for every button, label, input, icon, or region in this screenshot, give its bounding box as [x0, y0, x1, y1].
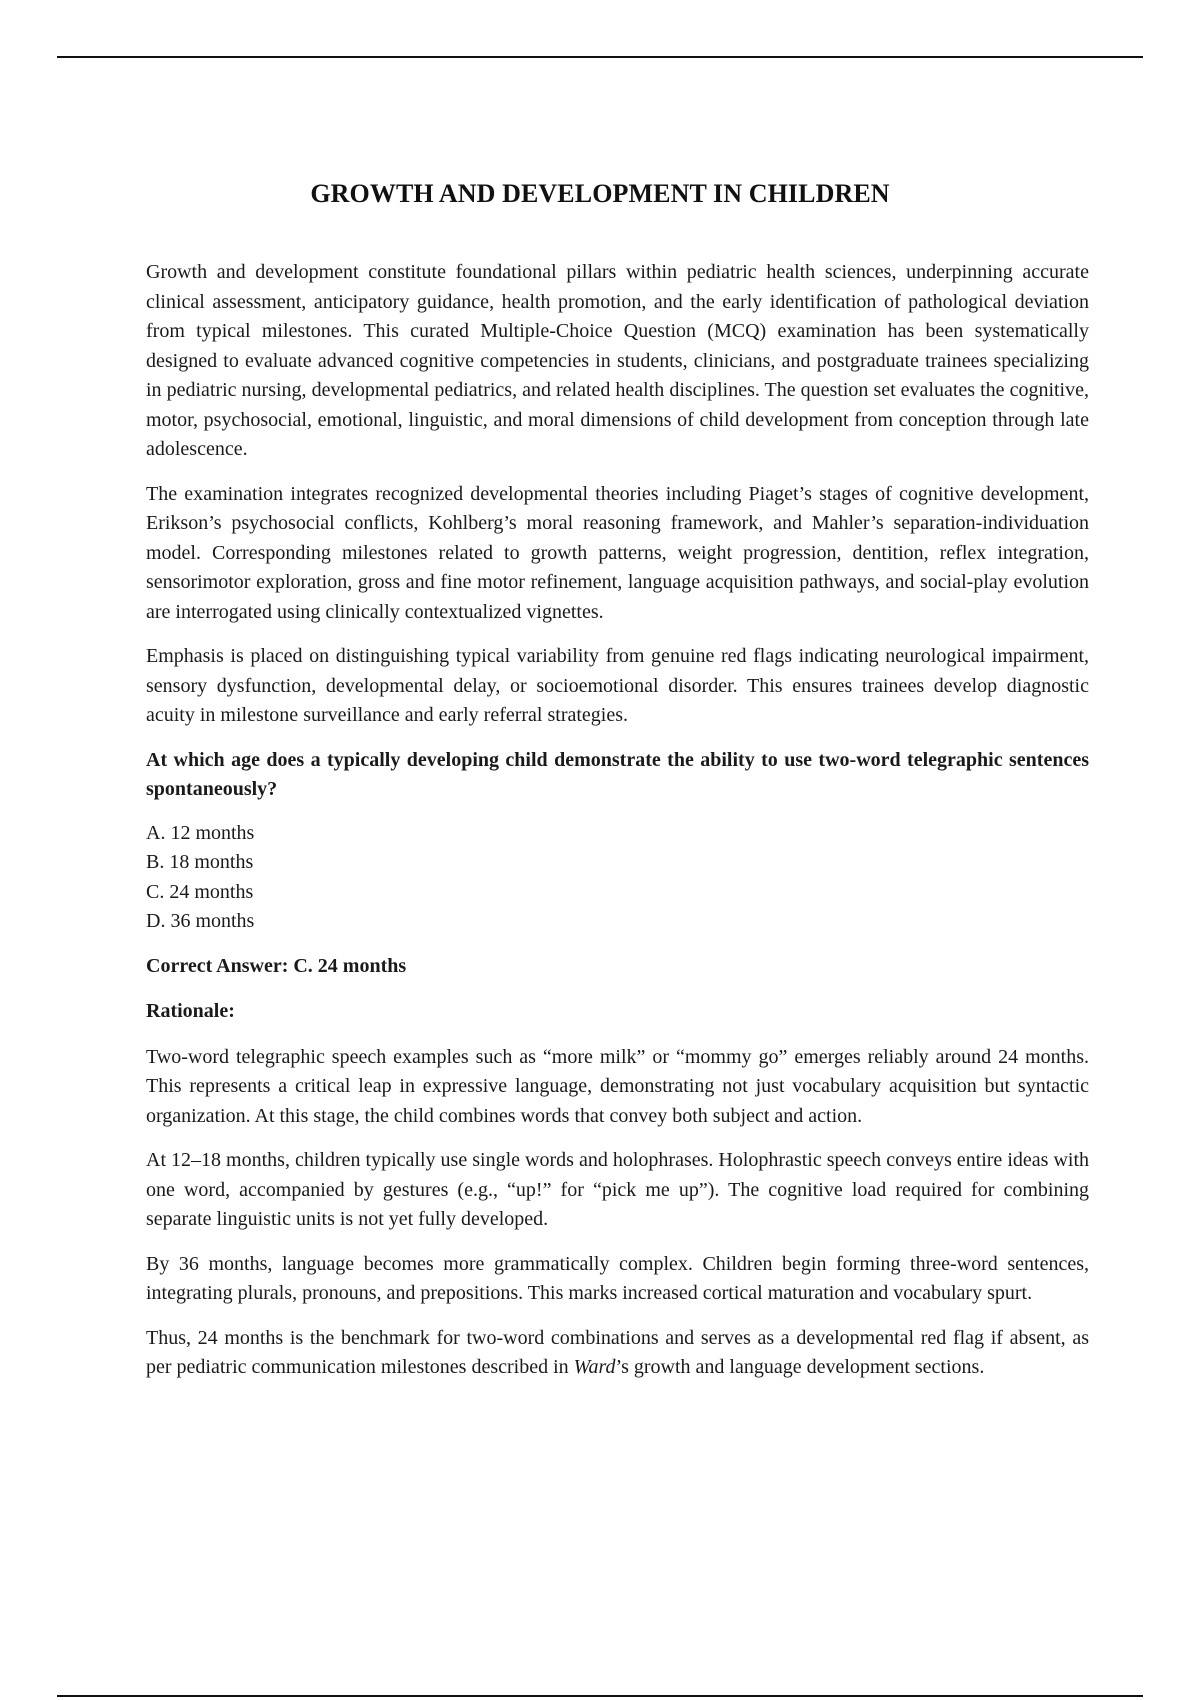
- correct-answer: Correct Answer: C. 24 months: [146, 954, 407, 977]
- intro-paragraph: Emphasis is placed on distinguishing typical variability from genuine red flags indicating neurological impairment, sensory dysfunction, developmental delay, or socioemotional disorder. This ensures trainees develop diagnostic acuity in milestone surveillance and early referral strategies.: [146, 645, 1089, 726]
- rationale-paragraph: Two-word telegraphic speech examples such as “more milk” or “mommy go” emerges reliably around 24 months. This represents a critical leap in expressive language, demonstrating not just vocabulary acquisition but syntactic organization. At this stage, the child combines words that convey both subject and action.: [146, 1045, 1089, 1127]
- rationale-heading: Rationale:: [146, 1000, 235, 1022]
- rationale-paragraph: By 36 months, language becomes more grammatically complex. Children begin forming three-word sentences, integrating plurals, pronouns, and prepositions. This marks increased cortical maturation and vocabulary spurt.: [146, 1252, 1089, 1304]
- option-a: A. 12 months: [146, 821, 255, 844]
- bottom-rule: [57, 1695, 1143, 1697]
- top-rule: [57, 56, 1143, 58]
- page-title: GROWTH AND DEVELOPMENT IN CHILDREN: [310, 179, 890, 209]
- option-b: B. 18 months: [146, 851, 254, 873]
- closing-paragraph: [146, 1324, 1089, 1383]
- rationale-paragraph: At 12–18 months, children typically use single words and holophrases. Holophrastic speech conveys entire ideas with one word, accompanied by gestures (e.g., “up!” for “pick me up”). The cognitive load required for combining separate linguistic units is not yet fully developed.: [146, 1149, 1089, 1230]
- option-d: D. 36 months: [146, 910, 255, 932]
- closing-italic-ward: Ward: [573, 1356, 616, 1378]
- document-body: [146, 258, 1089, 1398]
- intro-paragraph: The examination integrates recognized developmental theories including Piaget’s stages of cognitive development, Erikson’s psychosocial conflicts, Kohlberg’s moral reasoning framework, and Mahler’s separation-individuation model. Corresponding milestones related to growth patterns, weight progression, dentition, reflex integration, sensorimotor exploration, gross and fine motor refinement, language acquisition pathways, and social-play evolution are interrogated using clinically contextualized vignettes.: [146, 482, 1089, 623]
- answer-options: [146, 819, 1089, 937]
- closing-text-start: Thus, 24 months is the benchmark for two-word combinations and serves as a developmental red flag if absent, as per pediatric communication milestones described in: [146, 1326, 1089, 1378]
- question-text: At which age does a typically developing child demonstrate the ability to use two-word telegraphic sentences spontaneously?: [146, 748, 1089, 800]
- closing-text-end: ’s growth and language development sections.: [615, 1356, 985, 1378]
- intro-paragraph: Growth and development constitute foundational pillars within pediatric health sciences, underpinning accurate clinical assessment, anticipatory guidance, health promotion, and the early identification of pathological deviation from typical milestones. This curated Multiple-Choice Question (MCQ) examination has been systematically designed to evaluate advanced cognitive competencies in students, clinicians, and postgraduate trainees specializing in pediatric nursing, developmental pediatrics, and related health disciplines. The question set evaluates the cognitive, motor, psychosocial, emotional, linguistic, and moral dimensions of child development from conception through late adolescence.: [146, 261, 1089, 460]
- option-c: C. 24 months: [146, 880, 254, 903]
